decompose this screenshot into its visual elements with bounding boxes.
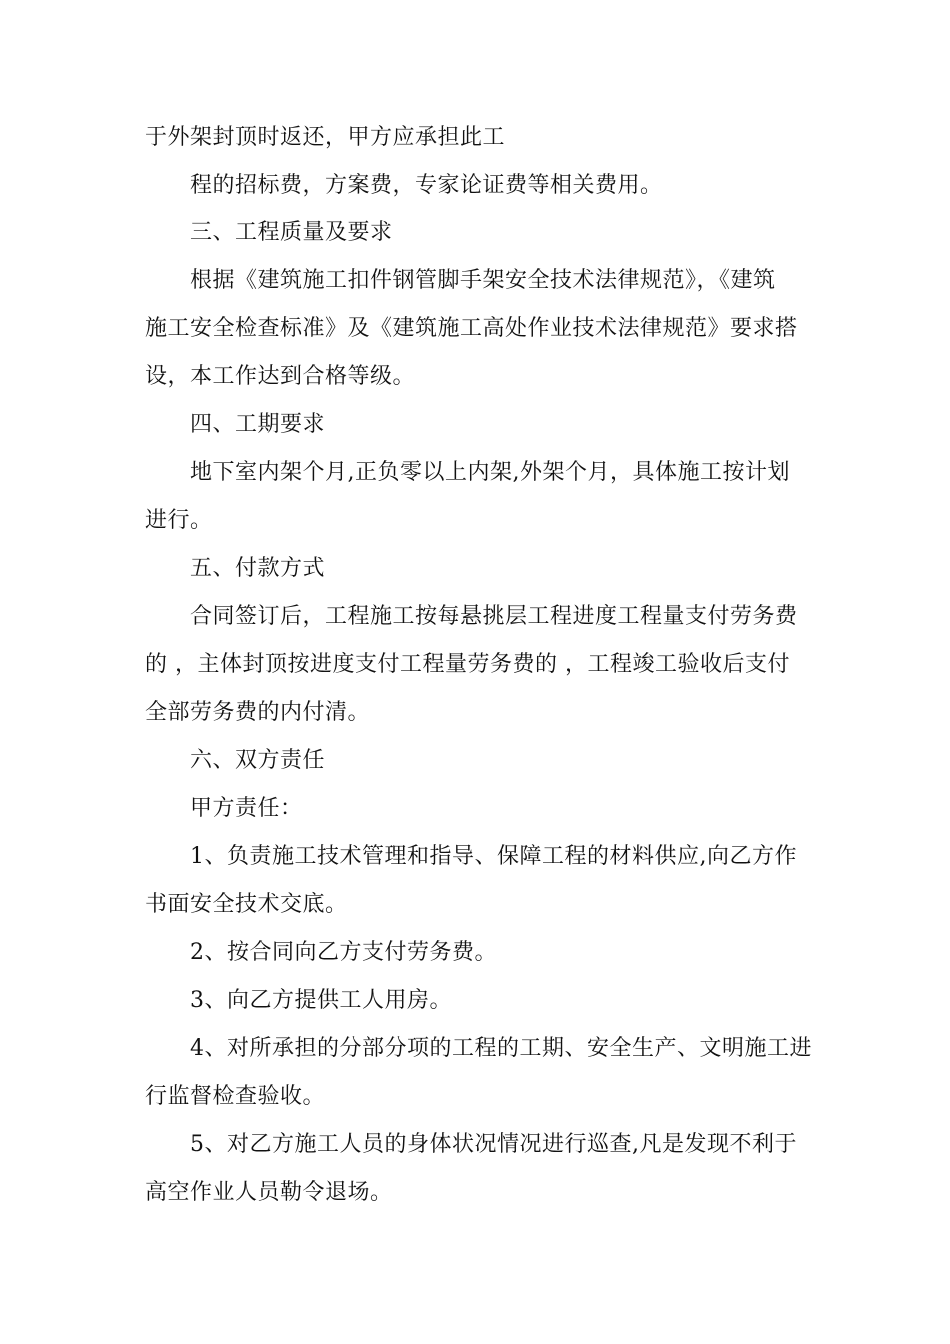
section-heading: 三、工程质量及要求 — [190, 220, 393, 245]
subheading: 甲方责任： — [190, 796, 303, 821]
list-item: 3、向乙方提供工人用房。 — [190, 988, 452, 1013]
text-line: 根据《建筑施工扣件钢管脚手架安全技术法律规范》，《建筑 — [190, 268, 776, 293]
text-line: 施工安全检查标准》及《建筑施工高处作业技术法律规范》要求搭 — [145, 316, 798, 341]
list-item: 1、负责施工技术管理和指导、保障工程的材料供应,向乙方作 — [190, 844, 797, 869]
text-line: 于外架封顶时返还，甲方应承担此工 — [145, 125, 506, 150]
text-line: 进行。 — [145, 508, 213, 533]
text-line: 设，本工作达到合格等级。 — [145, 364, 416, 389]
list-item: 2、按合同向乙方支付劳务费。 — [190, 940, 497, 965]
section-heading: 五、付款方式 — [190, 556, 326, 581]
list-item: 4、对所承担的分部分项的工程的工期、安全生产、文明施工进 — [190, 1036, 812, 1061]
section-heading: 六、双方责任 — [190, 748, 326, 773]
text-line: 全部劳务费的内付清。 — [145, 700, 371, 725]
text-line: 程的招标费，方案费，专家论证费等相关费用。 — [190, 173, 663, 198]
text-line: 的 ，主体封顶按进度支付工程量劳务费的 ，工程竣工验收后支付 — [145, 652, 790, 677]
text-line: 合同签订后，工程施工按每悬挑层工程进度工程量支付劳务费 — [190, 604, 798, 629]
text-line: 书面安全技术交底。 — [145, 892, 348, 917]
section-heading: 四、工期要求 — [190, 412, 326, 437]
text-line: 行监督检查验收。 — [145, 1084, 326, 1109]
list-item: 5、对乙方施工人员的身体状况情况进行巡查,凡是发现不利于 — [190, 1132, 797, 1157]
text-line: 地下室内架个月,正负零以上内架,外架个月，具体施工按计划 — [190, 460, 790, 485]
text-line: 高空作业人员勒令退场。 — [145, 1180, 393, 1205]
